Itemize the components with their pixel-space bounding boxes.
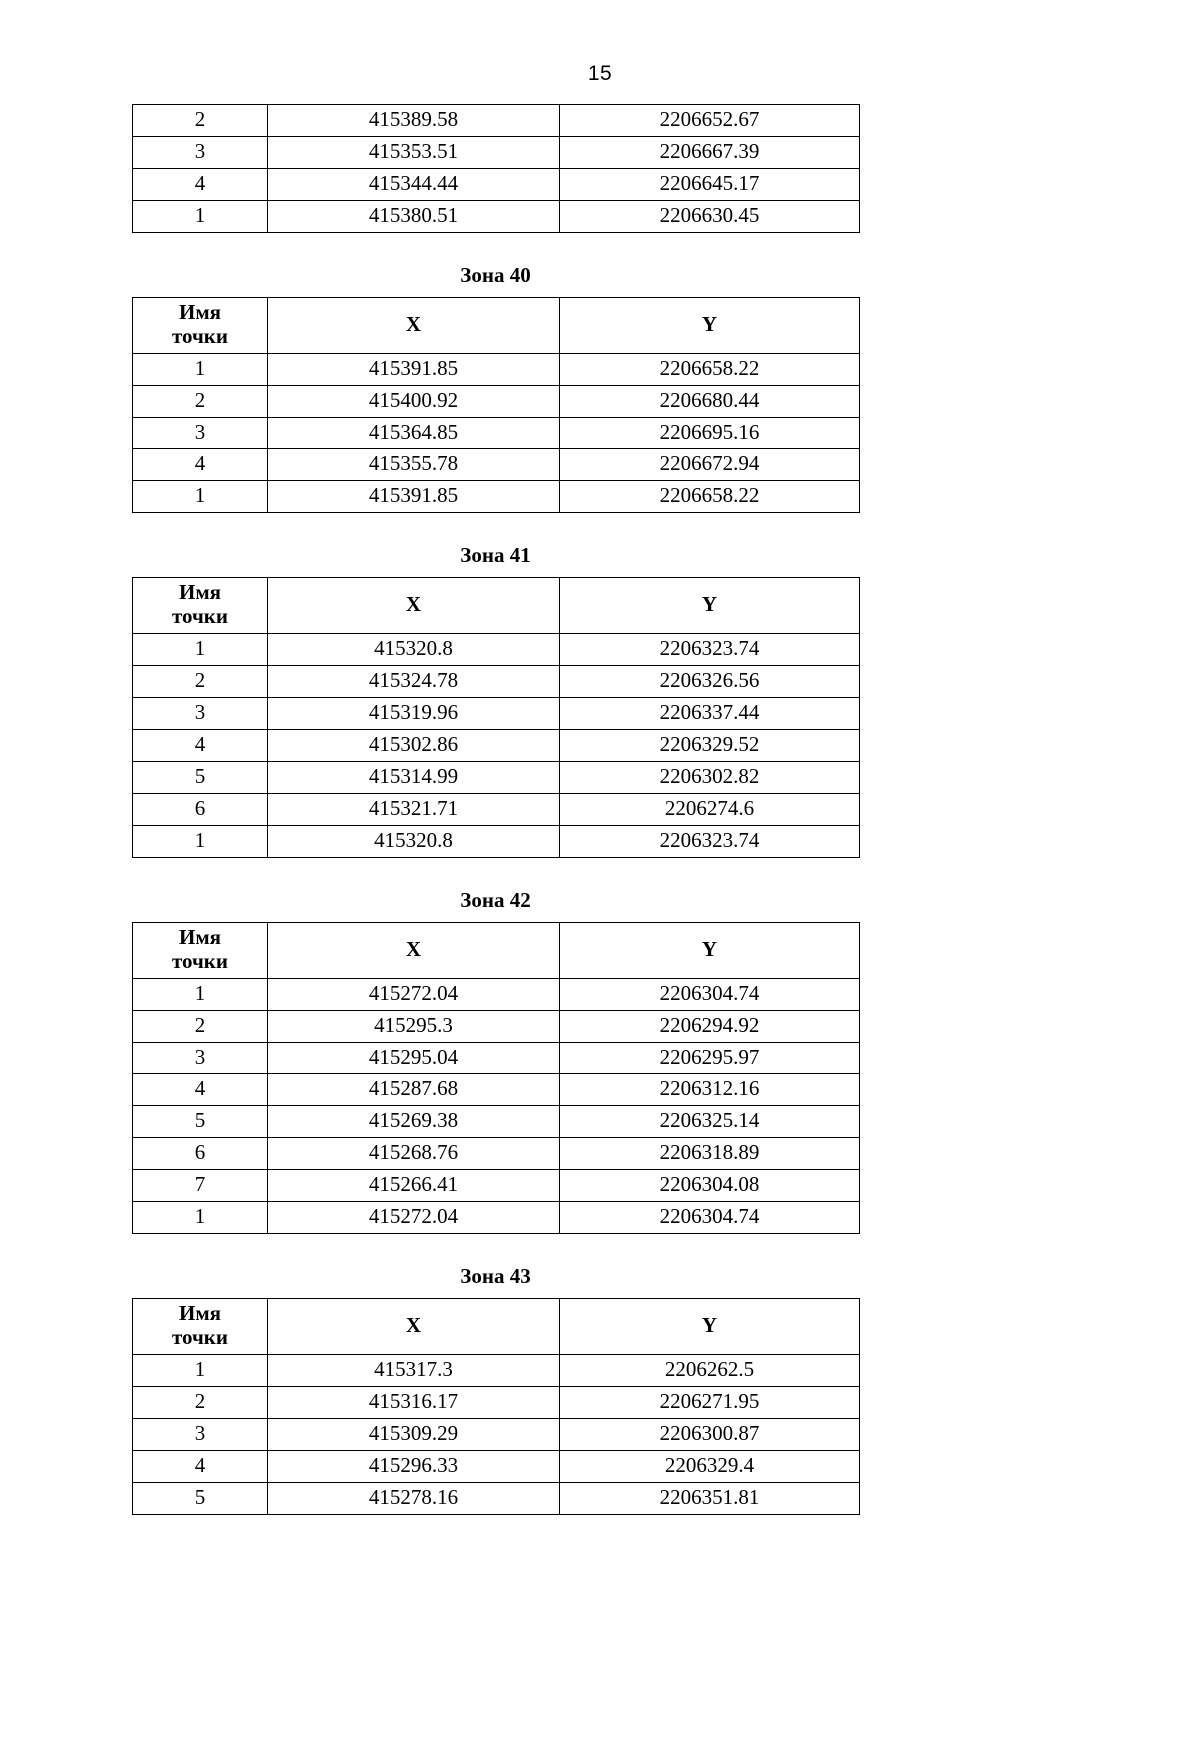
table-header-row xyxy=(133,1299,860,1355)
cell-point-name: 2 xyxy=(133,1386,268,1418)
cell-y: 2206351.81 xyxy=(560,1482,860,1514)
cell-point-name: 7 xyxy=(133,1170,268,1202)
zone-title: Зона 43 xyxy=(460,1264,531,1289)
coordinate-table xyxy=(132,577,860,857)
point-name-line-1: Имя xyxy=(179,299,221,324)
cell-x: 415268.76 xyxy=(268,1138,560,1170)
spacer xyxy=(132,1234,874,1264)
table-row xyxy=(133,634,860,666)
cell-point-name: 3 xyxy=(133,136,268,168)
cell-point-name: 4 xyxy=(133,730,268,762)
cell-point-name: 1 xyxy=(133,1202,268,1234)
coordinate-table xyxy=(132,1298,860,1515)
spacer xyxy=(132,288,874,297)
point-name-line-1: Имя xyxy=(179,1301,221,1326)
cell-point-name: 5 xyxy=(133,1106,268,1138)
cell-y: 2206329.4 xyxy=(560,1450,860,1482)
cell-point-name: 4 xyxy=(133,1450,268,1482)
table-row xyxy=(133,666,860,698)
table-row xyxy=(133,449,860,481)
point-name-line-1: Имя xyxy=(179,924,221,949)
table-row xyxy=(133,1450,860,1482)
table-row xyxy=(133,481,860,513)
cell-y: 2206304.74 xyxy=(560,1202,860,1234)
table-row xyxy=(133,825,860,857)
point-name-line-2: точки xyxy=(171,948,229,973)
point-name-line-2: точки xyxy=(171,604,229,629)
cell-point-name: 4 xyxy=(133,449,268,481)
cell-point-name: 2 xyxy=(133,105,268,137)
table-row xyxy=(133,353,860,385)
spacer xyxy=(132,568,874,577)
zone-title: Зона 40 xyxy=(460,262,531,287)
column-header-point-name xyxy=(133,922,268,978)
cell-x: 415287.68 xyxy=(268,1074,560,1106)
spacer xyxy=(132,913,874,922)
cell-x: 415320.8 xyxy=(268,634,560,666)
zone-block xyxy=(132,513,874,857)
table-row xyxy=(133,761,860,793)
table-row xyxy=(133,1418,860,1450)
document-page xyxy=(0,62,1200,1759)
cell-x: 415344.44 xyxy=(268,168,560,200)
cell-point-name: 6 xyxy=(133,1138,268,1170)
cell-y: 2206323.74 xyxy=(560,825,860,857)
cell-point-name: 2 xyxy=(133,385,268,417)
cell-y: 2206318.89 xyxy=(560,1138,860,1170)
table-row xyxy=(133,1074,860,1106)
table-row xyxy=(133,1386,860,1418)
column-header-x: X xyxy=(268,1299,560,1355)
cell-point-name: 1 xyxy=(133,978,268,1010)
zone-block xyxy=(132,104,874,233)
cell-x: 415319.96 xyxy=(268,698,560,730)
table-row xyxy=(133,1138,860,1170)
cell-point-name: 1 xyxy=(133,200,268,232)
table-header-row xyxy=(133,922,860,978)
page-number: 15 xyxy=(587,62,613,85)
cell-x: 415320.8 xyxy=(268,825,560,857)
page-content xyxy=(132,104,874,1515)
point-name-line-1: Имя xyxy=(179,580,221,605)
zone-title: Зона 42 xyxy=(460,887,531,912)
table-header-row xyxy=(133,578,860,634)
table-row xyxy=(133,136,860,168)
cell-y: 2206312.16 xyxy=(560,1074,860,1106)
spacer xyxy=(132,1289,874,1298)
cell-x: 415269.38 xyxy=(268,1106,560,1138)
table-row xyxy=(133,793,860,825)
cell-x: 415272.04 xyxy=(268,1202,560,1234)
cell-y: 2206695.16 xyxy=(560,417,860,449)
cell-y: 2206645.17 xyxy=(560,168,860,200)
table-row xyxy=(133,200,860,232)
spacer xyxy=(132,513,874,543)
cell-y: 2206325.14 xyxy=(560,1106,860,1138)
cell-point-name: 3 xyxy=(133,417,268,449)
cell-point-name: 1 xyxy=(133,634,268,666)
column-header-point-name xyxy=(133,1299,268,1355)
cell-y: 2206295.97 xyxy=(560,1042,860,1074)
cell-y: 2206271.95 xyxy=(560,1386,860,1418)
zone-block xyxy=(132,858,874,1234)
table-row xyxy=(133,1355,860,1387)
column-header-y: Y xyxy=(560,297,860,353)
cell-point-name: 1 xyxy=(133,1355,268,1387)
cell-x: 415364.85 xyxy=(268,417,560,449)
coordinate-table xyxy=(132,104,860,233)
cell-point-name: 1 xyxy=(133,353,268,385)
column-header-x: X xyxy=(268,922,560,978)
table-row xyxy=(133,1482,860,1514)
cell-point-name: 2 xyxy=(133,666,268,698)
cell-x: 415295.04 xyxy=(268,1042,560,1074)
cell-y: 2206329.52 xyxy=(560,730,860,762)
coordinate-table xyxy=(132,922,860,1234)
cell-y: 2206667.39 xyxy=(560,136,860,168)
column-header-y: Y xyxy=(560,922,860,978)
cell-y: 2206304.74 xyxy=(560,978,860,1010)
cell-y: 2206326.56 xyxy=(560,666,860,698)
cell-point-name: 3 xyxy=(133,1418,268,1450)
table-row xyxy=(133,385,860,417)
cell-x: 415355.78 xyxy=(268,449,560,481)
zone-title: Зона 41 xyxy=(460,543,531,568)
cell-y: 2206302.82 xyxy=(560,761,860,793)
cell-x: 415309.29 xyxy=(268,1418,560,1450)
cell-x: 415314.99 xyxy=(268,761,560,793)
cell-y: 2206630.45 xyxy=(560,200,860,232)
cell-x: 415266.41 xyxy=(268,1170,560,1202)
cell-y: 2206672.94 xyxy=(560,449,860,481)
coordinate-tables-container xyxy=(132,104,874,1515)
column-header-point-name xyxy=(133,297,268,353)
cell-x: 415316.17 xyxy=(268,1386,560,1418)
cell-y: 2206262.5 xyxy=(560,1355,860,1387)
cell-y: 2206658.22 xyxy=(560,481,860,513)
table-header-row xyxy=(133,297,860,353)
table-row xyxy=(133,1010,860,1042)
spacer xyxy=(132,858,874,888)
table-row xyxy=(133,168,860,200)
table-row xyxy=(133,978,860,1010)
column-header-x: X xyxy=(268,297,560,353)
column-header-y: Y xyxy=(560,578,860,634)
cell-y: 2206274.6 xyxy=(560,793,860,825)
cell-point-name: 2 xyxy=(133,1010,268,1042)
cell-y: 2206652.67 xyxy=(560,105,860,137)
table-row xyxy=(133,1042,860,1074)
cell-y: 2206294.92 xyxy=(560,1010,860,1042)
cell-point-name: 1 xyxy=(133,481,268,513)
cell-x: 415296.33 xyxy=(268,1450,560,1482)
table-row xyxy=(133,698,860,730)
zone-block xyxy=(132,233,874,514)
cell-x: 415321.71 xyxy=(268,793,560,825)
table-row xyxy=(133,417,860,449)
cell-point-name: 3 xyxy=(133,1042,268,1074)
cell-x: 415391.85 xyxy=(268,481,560,513)
coordinate-table xyxy=(132,297,860,514)
spacer xyxy=(132,233,874,263)
cell-point-name: 5 xyxy=(133,761,268,793)
cell-point-name: 3 xyxy=(133,698,268,730)
cell-y: 2206323.74 xyxy=(560,634,860,666)
cell-point-name: 4 xyxy=(133,1074,268,1106)
cell-x: 415380.51 xyxy=(268,200,560,232)
cell-point-name: 1 xyxy=(133,825,268,857)
column-header-y: Y xyxy=(560,1299,860,1355)
cell-y: 2206304.08 xyxy=(560,1170,860,1202)
table-row xyxy=(133,1202,860,1234)
cell-x: 415400.92 xyxy=(268,385,560,417)
cell-y: 2206658.22 xyxy=(560,353,860,385)
cell-x: 415272.04 xyxy=(268,978,560,1010)
cell-x: 415353.51 xyxy=(268,136,560,168)
cell-point-name: 6 xyxy=(133,793,268,825)
cell-y: 2206300.87 xyxy=(560,1418,860,1450)
cell-point-name: 5 xyxy=(133,1482,268,1514)
cell-y: 2206337.44 xyxy=(560,698,860,730)
table-row xyxy=(133,105,860,137)
column-header-x: X xyxy=(268,578,560,634)
cell-x: 415391.85 xyxy=(268,353,560,385)
table-row xyxy=(133,1170,860,1202)
column-header-point-name xyxy=(133,578,268,634)
cell-point-name: 4 xyxy=(133,168,268,200)
cell-x: 415302.86 xyxy=(268,730,560,762)
cell-x: 415317.3 xyxy=(268,1355,560,1387)
table-row xyxy=(133,1106,860,1138)
cell-x: 415389.58 xyxy=(268,105,560,137)
cell-x: 415324.78 xyxy=(268,666,560,698)
point-name-line-2: точки xyxy=(171,323,229,348)
point-name-line-2: точки xyxy=(171,1325,229,1350)
cell-x: 415295.3 xyxy=(268,1010,560,1042)
zone-block xyxy=(132,1234,874,1515)
table-row xyxy=(133,730,860,762)
cell-y: 2206680.44 xyxy=(560,385,860,417)
cell-x: 415278.16 xyxy=(268,1482,560,1514)
